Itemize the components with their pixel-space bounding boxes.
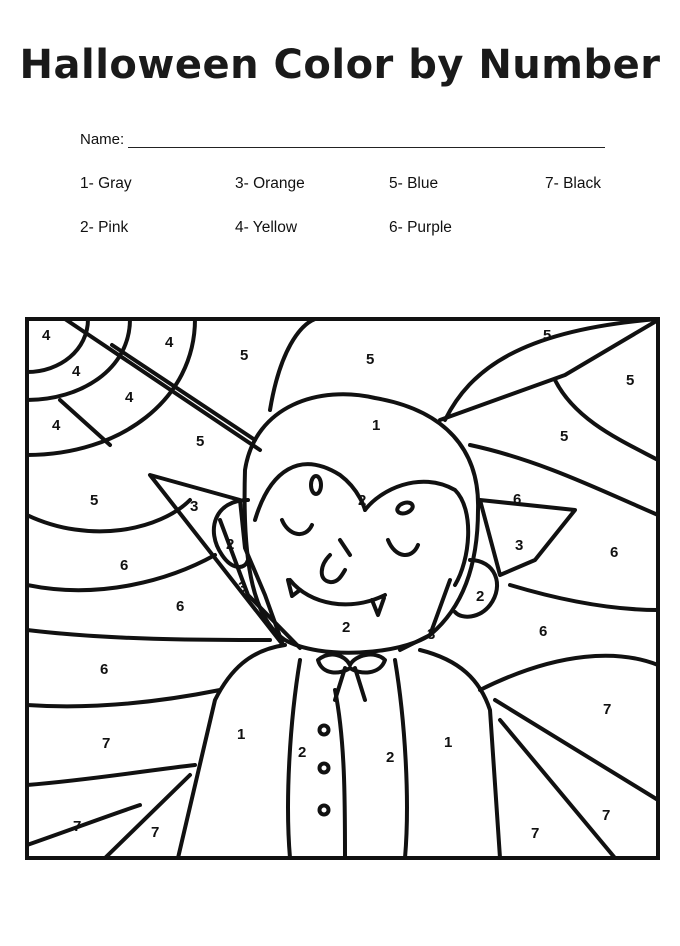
region-number: 3 <box>427 626 436 643</box>
sky-curve <box>27 630 270 640</box>
collar-right <box>400 580 450 650</box>
right-bat-wing <box>480 500 575 575</box>
region-number: 6 <box>176 598 185 615</box>
ray-line <box>500 720 615 858</box>
shirt-button <box>320 764 329 773</box>
right-fang <box>372 598 384 615</box>
bat-top-left <box>270 319 315 410</box>
key-orange: 3- Orange <box>235 175 305 192</box>
region-number: 1 <box>444 734 453 751</box>
region-number: 7 <box>602 807 611 824</box>
region-number: 2 <box>298 744 307 761</box>
region-number: 2 <box>358 492 367 509</box>
shirt-button <box>320 806 329 815</box>
left-eye <box>282 520 312 534</box>
right-eye <box>388 540 418 555</box>
region-number: 4 <box>42 327 51 344</box>
region-number: 5 <box>626 372 635 389</box>
region-number: 5 <box>366 351 375 368</box>
region-number: 1 <box>237 726 246 743</box>
nose <box>340 540 350 555</box>
vampire-face <box>245 394 479 652</box>
region-number: 4 <box>52 417 61 434</box>
sky-curve <box>27 500 190 531</box>
region-number: 2 <box>226 536 235 553</box>
cape-right <box>420 650 500 858</box>
shirt-right <box>395 660 407 858</box>
sky-curve <box>480 656 658 690</box>
right-eyebrow <box>396 501 414 516</box>
bow <box>318 655 385 673</box>
key-yellow: 4- Yellow <box>235 219 298 236</box>
key-pink: 2- Pink <box>80 219 129 236</box>
shirt-button <box>320 726 329 735</box>
region-number: 3 <box>515 537 524 554</box>
sky-curve <box>27 690 220 706</box>
region-number: 6 <box>120 557 129 574</box>
region-number: 2 <box>386 749 395 766</box>
region-number: 2 <box>476 588 485 605</box>
region-number: 3 <box>190 498 199 515</box>
key-gray: 1- Gray <box>80 175 132 192</box>
region-number: 6 <box>610 544 619 561</box>
region-number: 7 <box>151 824 160 841</box>
sky-curve <box>510 585 658 610</box>
region-number: 6 <box>513 491 522 508</box>
region-number: 4 <box>72 363 81 380</box>
sky-curve <box>470 445 658 515</box>
shirt-fold <box>335 690 345 858</box>
region-number: 5 <box>90 492 99 509</box>
name-label: Name: <box>80 131 125 148</box>
cape-left <box>178 645 285 858</box>
region-number: 5 <box>560 428 569 445</box>
region-number: 2 <box>342 619 351 636</box>
region-number: 5 <box>196 433 205 450</box>
ground-ray <box>105 775 190 858</box>
hairline <box>255 464 468 585</box>
region-number: 7 <box>603 701 612 718</box>
key-black: 7- Black <box>545 175 601 192</box>
region-number: 5 <box>543 327 552 344</box>
region-number: 7 <box>73 818 82 835</box>
page-title: Halloween Color by Number <box>19 42 661 88</box>
region-number: 1 <box>372 417 381 434</box>
region-number: 3 <box>238 579 247 596</box>
left-eyebrow <box>311 476 321 494</box>
ray-line <box>60 400 110 445</box>
key-blue: 5- Blue <box>389 175 439 192</box>
sky-curve <box>27 765 195 785</box>
region-number: 4 <box>125 389 134 406</box>
nose <box>322 555 345 582</box>
sky-curve <box>555 380 658 460</box>
region-number: 5 <box>240 347 249 364</box>
region-number: 4 <box>165 334 174 351</box>
region-number: 7 <box>102 735 111 752</box>
region-number: 7 <box>531 825 540 842</box>
ray-line <box>495 700 658 800</box>
region-number: 6 <box>539 623 548 640</box>
key-purple: 6- Purple <box>389 219 452 236</box>
region-number: 6 <box>100 661 109 678</box>
